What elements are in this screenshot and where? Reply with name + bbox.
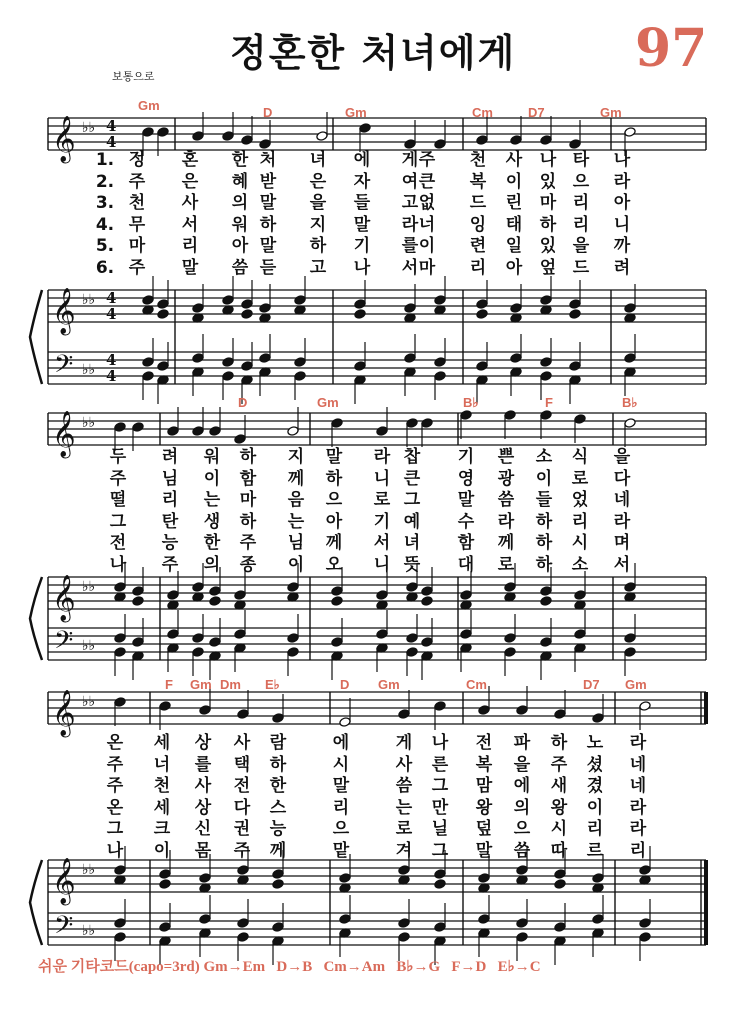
note-head bbox=[272, 879, 284, 890]
note-head bbox=[569, 309, 581, 320]
chord-symbol: Gm bbox=[138, 98, 160, 113]
note-head bbox=[404, 139, 416, 150]
lyric-column: 한 혜 의 워 아 씀 bbox=[231, 150, 249, 278]
key-signature: ♭♭ bbox=[82, 862, 96, 878]
note-head bbox=[222, 357, 234, 368]
note-head bbox=[554, 869, 566, 880]
note-head bbox=[272, 869, 284, 880]
note-head bbox=[114, 633, 126, 644]
hymn-title: 정혼한 처녀에게 bbox=[230, 31, 517, 75]
treble-clef: 𝄞 bbox=[52, 411, 76, 457]
chord-symbol: Gm bbox=[625, 677, 647, 692]
note-head bbox=[157, 127, 169, 138]
time-signature: 4 bbox=[106, 133, 117, 151]
brace bbox=[30, 290, 42, 384]
note-head bbox=[237, 865, 249, 876]
note-head bbox=[540, 637, 552, 648]
note-head bbox=[574, 590, 586, 601]
note-head bbox=[294, 295, 306, 306]
note-head bbox=[234, 629, 246, 640]
note-head bbox=[434, 357, 446, 368]
lyric-column: 람 하 한 스 능 께 bbox=[269, 733, 287, 861]
note-head bbox=[476, 299, 488, 310]
note-head bbox=[574, 629, 586, 640]
note-head bbox=[554, 709, 566, 720]
note-head bbox=[114, 697, 126, 708]
note-head bbox=[516, 705, 528, 716]
note-head bbox=[199, 705, 211, 716]
note-head bbox=[406, 418, 418, 429]
note-head bbox=[209, 596, 221, 607]
note-head bbox=[159, 869, 171, 880]
note-head bbox=[339, 717, 351, 728]
note-head bbox=[132, 586, 144, 597]
note-head bbox=[624, 353, 636, 364]
chord-symbol: B♭ bbox=[463, 395, 479, 410]
note-head bbox=[406, 633, 418, 644]
treble-clef: 𝄞 bbox=[52, 288, 76, 334]
note-head bbox=[272, 713, 284, 724]
note-head bbox=[132, 637, 144, 648]
note-head bbox=[476, 361, 488, 372]
note-head bbox=[167, 629, 179, 640]
note-head bbox=[241, 299, 253, 310]
note-head bbox=[540, 371, 552, 382]
chord-symbol: D7 bbox=[528, 105, 545, 120]
lyric-column: 라 니 로 기 서 니 bbox=[373, 447, 391, 575]
lyric-column: 게 사 씀 는 로 겨 bbox=[395, 733, 413, 861]
time-signature: 4 bbox=[106, 117, 117, 135]
lyric-column: 에 시 말 리 으 맡 bbox=[332, 733, 350, 861]
hymn-number: 97 bbox=[635, 18, 708, 79]
note-head bbox=[421, 418, 433, 429]
note-head bbox=[159, 922, 171, 933]
time-signature: 4 bbox=[106, 289, 117, 307]
note-head bbox=[476, 135, 488, 146]
note-head bbox=[234, 590, 246, 601]
note-head bbox=[222, 371, 234, 382]
chord-symbol: Dm bbox=[220, 677, 241, 692]
chord-symbol: Gm bbox=[600, 105, 622, 120]
note-head bbox=[639, 865, 651, 876]
lyric-column: 혼 은 사 서 리 말 bbox=[181, 150, 199, 278]
note-head bbox=[192, 303, 204, 314]
lyric-column: 하 주 새 왕 시 따 bbox=[550, 733, 568, 861]
note-head bbox=[259, 139, 271, 150]
note-head bbox=[192, 647, 204, 658]
treble-clef: 𝄞 bbox=[52, 575, 76, 621]
note-head bbox=[331, 418, 343, 429]
note-head bbox=[540, 410, 552, 421]
note-head bbox=[398, 709, 410, 720]
note-head bbox=[237, 709, 249, 720]
note-head bbox=[434, 869, 446, 880]
tempo-marking: 보통으로 bbox=[112, 70, 155, 83]
note-head bbox=[209, 586, 221, 597]
note-head bbox=[398, 918, 410, 929]
note-head bbox=[434, 701, 446, 712]
lyric-column: 파 을 에 의 으 씀 bbox=[513, 733, 531, 861]
note-head bbox=[434, 922, 446, 933]
note-head bbox=[516, 865, 528, 876]
note-head bbox=[478, 873, 490, 884]
note-head bbox=[157, 361, 169, 372]
note-head bbox=[339, 873, 351, 884]
note-head bbox=[354, 299, 366, 310]
lyric-column: 식 로 었 리 시 소 bbox=[571, 447, 589, 575]
note-head bbox=[540, 295, 552, 306]
note-head bbox=[516, 918, 528, 929]
note-head bbox=[376, 590, 388, 601]
note-head bbox=[354, 361, 366, 372]
lyric-column: 녀 은 을 지 하 고 bbox=[309, 150, 327, 278]
note-head bbox=[287, 582, 299, 593]
note-head bbox=[192, 426, 204, 437]
lyric-column: 정 주 천 무 마 주 bbox=[128, 150, 146, 278]
note-head bbox=[237, 932, 249, 943]
chord-symbol: D bbox=[263, 105, 273, 120]
note-head bbox=[592, 713, 604, 724]
note-head bbox=[331, 596, 343, 607]
note-head bbox=[114, 918, 126, 929]
note-head bbox=[624, 633, 636, 644]
note-head bbox=[406, 647, 418, 658]
note-head bbox=[114, 647, 126, 658]
lyric-column: 을 다 네 라 며 서 bbox=[613, 447, 631, 575]
note-head bbox=[114, 422, 126, 433]
guitar-chord-note: 쉬운 기타코드(capo=3rd) Gm→Em D→B Cm→Am B♭→G F→D E♭→C bbox=[38, 959, 541, 975]
note-head bbox=[241, 361, 253, 372]
note-head bbox=[504, 647, 516, 658]
note-head bbox=[510, 135, 522, 146]
note-head bbox=[241, 309, 253, 320]
key-signature: ♭♭ bbox=[82, 579, 96, 595]
chord-symbol: Gm bbox=[378, 677, 400, 692]
lyric-column: 찹 큰 그 예 녀 뜻 bbox=[403, 447, 421, 575]
note-head bbox=[167, 590, 179, 601]
note-head bbox=[624, 582, 636, 593]
note-head bbox=[540, 586, 552, 597]
lyric-column: 노 셨 겼 이 리 르 bbox=[586, 733, 604, 861]
lyric-column: 게 여 고 라 를 서 bbox=[401, 150, 419, 278]
note-head bbox=[259, 303, 271, 314]
verse-numbers: 1. 2. 3. 4. 5. 6. bbox=[95, 150, 115, 278]
note-head bbox=[209, 637, 221, 648]
lyric-column: 온 주 주 온 그 나 bbox=[106, 733, 124, 861]
note-head bbox=[510, 303, 522, 314]
note-head bbox=[504, 410, 516, 421]
note-head bbox=[421, 586, 433, 597]
note-head bbox=[421, 596, 433, 607]
note-head bbox=[478, 705, 490, 716]
note-head bbox=[569, 139, 581, 150]
lyric-column: 쁜 광 씀 라 께 로 bbox=[497, 447, 515, 575]
note-head bbox=[142, 357, 154, 368]
chord-symbol: Gm bbox=[317, 395, 339, 410]
note-head bbox=[316, 131, 328, 142]
note-head bbox=[132, 596, 144, 607]
note-head bbox=[554, 879, 566, 890]
note-head bbox=[376, 426, 388, 437]
key-signature: ♭♭ bbox=[82, 923, 96, 939]
lyric-column: 워 이 는 생 한 의 bbox=[203, 447, 221, 575]
note-head bbox=[421, 637, 433, 648]
chord-symbol: D7 bbox=[583, 677, 600, 692]
note-head bbox=[222, 131, 234, 142]
note-head bbox=[142, 127, 154, 138]
note-head bbox=[478, 914, 490, 925]
chord-symbol: D bbox=[340, 677, 350, 692]
note-head bbox=[569, 299, 581, 310]
note-head bbox=[460, 410, 472, 421]
time-signature: 4 bbox=[106, 305, 117, 323]
note-head bbox=[167, 426, 179, 437]
note-head bbox=[574, 414, 586, 425]
note-head bbox=[504, 633, 516, 644]
note-head bbox=[241, 135, 253, 146]
key-signature: ♭♭ bbox=[82, 638, 96, 654]
note-head bbox=[159, 701, 171, 712]
note-head bbox=[592, 914, 604, 925]
lyric-column: 려 님 리 탄 능 주 bbox=[161, 447, 179, 575]
note-head bbox=[406, 582, 418, 593]
note-head bbox=[142, 371, 154, 382]
lyric-column: 타 으 리 리 을 드 bbox=[572, 150, 590, 278]
note-head bbox=[192, 131, 204, 142]
key-signature: ♭♭ bbox=[82, 415, 96, 431]
note-head bbox=[294, 371, 306, 382]
note-head bbox=[569, 361, 581, 372]
chord-symbol: F bbox=[165, 677, 173, 692]
chord-symbol: Cm bbox=[466, 677, 487, 692]
note-head bbox=[624, 418, 636, 429]
chord-symbol: Cm bbox=[472, 105, 493, 120]
bass-clef: 𝄢 bbox=[54, 911, 74, 946]
note-head bbox=[359, 123, 371, 134]
brace bbox=[30, 860, 42, 945]
note-head bbox=[114, 582, 126, 593]
note-head bbox=[404, 353, 416, 364]
key-signature: ♭♭ bbox=[82, 694, 96, 710]
note-head bbox=[199, 873, 211, 884]
note-head bbox=[434, 879, 446, 890]
note-head bbox=[434, 371, 446, 382]
treble-clef: 𝄞 bbox=[52, 858, 76, 904]
note-head bbox=[209, 426, 221, 437]
note-head bbox=[114, 865, 126, 876]
note-head bbox=[199, 914, 211, 925]
note-head bbox=[376, 629, 388, 640]
note-head bbox=[510, 353, 522, 364]
note-head bbox=[460, 629, 472, 640]
note-head bbox=[192, 353, 204, 364]
lyric-column: 지 께 음 는 님 이 bbox=[287, 447, 305, 575]
lyric-column: 나 라 아 니 까 려 bbox=[613, 150, 631, 278]
lyric-column: 에 자 들 말 기 나 bbox=[353, 150, 371, 278]
key-signature: ♭♭ bbox=[82, 120, 96, 136]
note-head bbox=[339, 914, 351, 925]
key-signature: ♭♭ bbox=[82, 362, 96, 378]
lyric-column: 나 있 마 하 있 엎 bbox=[539, 150, 557, 278]
lyric-column: 두 주 떨 그 전 나 bbox=[109, 447, 127, 575]
lyric-column: 처 받 말 하 말 듣 bbox=[259, 150, 277, 278]
note-head bbox=[624, 303, 636, 314]
note-head bbox=[554, 922, 566, 933]
treble-clef: 𝄞 bbox=[52, 116, 76, 162]
note-head bbox=[592, 873, 604, 884]
lyric-column: 사 택 전 다 권 주 bbox=[233, 733, 251, 861]
note-head bbox=[460, 590, 472, 601]
note-head bbox=[157, 299, 169, 310]
note-head bbox=[540, 357, 552, 368]
note-head bbox=[624, 127, 636, 138]
time-signature: 4 bbox=[106, 351, 117, 369]
note-head bbox=[434, 295, 446, 306]
note-head bbox=[272, 922, 284, 933]
note-head bbox=[287, 633, 299, 644]
chord-symbol: Gm bbox=[345, 105, 367, 120]
lyric-column: 라 네 네 라 라 리 bbox=[629, 733, 647, 861]
bass-clef: 𝄢 bbox=[54, 350, 74, 385]
note-head bbox=[234, 434, 246, 445]
note-head bbox=[192, 633, 204, 644]
chord-symbol: D bbox=[238, 395, 248, 410]
lyric-column: 말 하 으 아 께 오 bbox=[325, 447, 343, 575]
note-head bbox=[639, 918, 651, 929]
note-head bbox=[294, 357, 306, 368]
chord-symbol: F bbox=[545, 395, 553, 410]
lyric-column: 사 이 린 태 일 아 bbox=[505, 150, 523, 278]
lyric-column: 기 영 말 수 함 대 bbox=[457, 447, 475, 575]
note-head bbox=[354, 309, 366, 320]
note-head bbox=[404, 303, 416, 314]
note-head bbox=[398, 932, 410, 943]
note-head bbox=[331, 637, 343, 648]
lyric-column: 주 큰 없 너 이 마 bbox=[418, 150, 436, 278]
note-head bbox=[434, 139, 446, 150]
note-head bbox=[222, 295, 234, 306]
note-head bbox=[142, 295, 154, 306]
lyric-column: 하 함 마 하 주 종 bbox=[239, 447, 257, 575]
treble-clef: 𝄞 bbox=[52, 690, 76, 736]
note-head bbox=[192, 582, 204, 593]
lyric-column: 천 복 드 잉 련 리 bbox=[469, 150, 487, 278]
lyric-column: 상 를 사 상 신 몸 bbox=[194, 733, 212, 861]
note-head bbox=[287, 426, 299, 437]
note-head bbox=[157, 309, 169, 320]
note-head bbox=[237, 918, 249, 929]
chord-symbol: Gm bbox=[190, 677, 212, 692]
note-head bbox=[540, 596, 552, 607]
chord-symbol: B♭ bbox=[622, 395, 638, 410]
time-signature: 4 bbox=[106, 367, 117, 385]
note-head bbox=[639, 932, 651, 943]
chord-symbol: E♭ bbox=[265, 677, 280, 692]
note-head bbox=[259, 353, 271, 364]
note-head bbox=[476, 309, 488, 320]
note-head bbox=[398, 865, 410, 876]
note-head bbox=[540, 135, 552, 146]
brace bbox=[30, 577, 42, 660]
lyric-column: 소 이 들 하 하 하 bbox=[535, 447, 553, 575]
note-head bbox=[331, 586, 343, 597]
note-head bbox=[114, 932, 126, 943]
note-head bbox=[132, 422, 144, 433]
note-head bbox=[639, 701, 651, 712]
note-head bbox=[624, 647, 636, 658]
note-head bbox=[287, 647, 299, 658]
lyric-column: 세 너 천 세 크 이 bbox=[153, 733, 171, 861]
note-head bbox=[504, 582, 516, 593]
bass-clef: 𝄢 bbox=[54, 626, 74, 661]
key-signature: ♭♭ bbox=[82, 292, 96, 308]
lyric-column: 나 른 그 만 닐 그 bbox=[431, 733, 449, 861]
note-head bbox=[159, 879, 171, 890]
note-head bbox=[516, 932, 528, 943]
lyric-column: 전 복 맘 왕 덮 말 bbox=[475, 733, 493, 861]
